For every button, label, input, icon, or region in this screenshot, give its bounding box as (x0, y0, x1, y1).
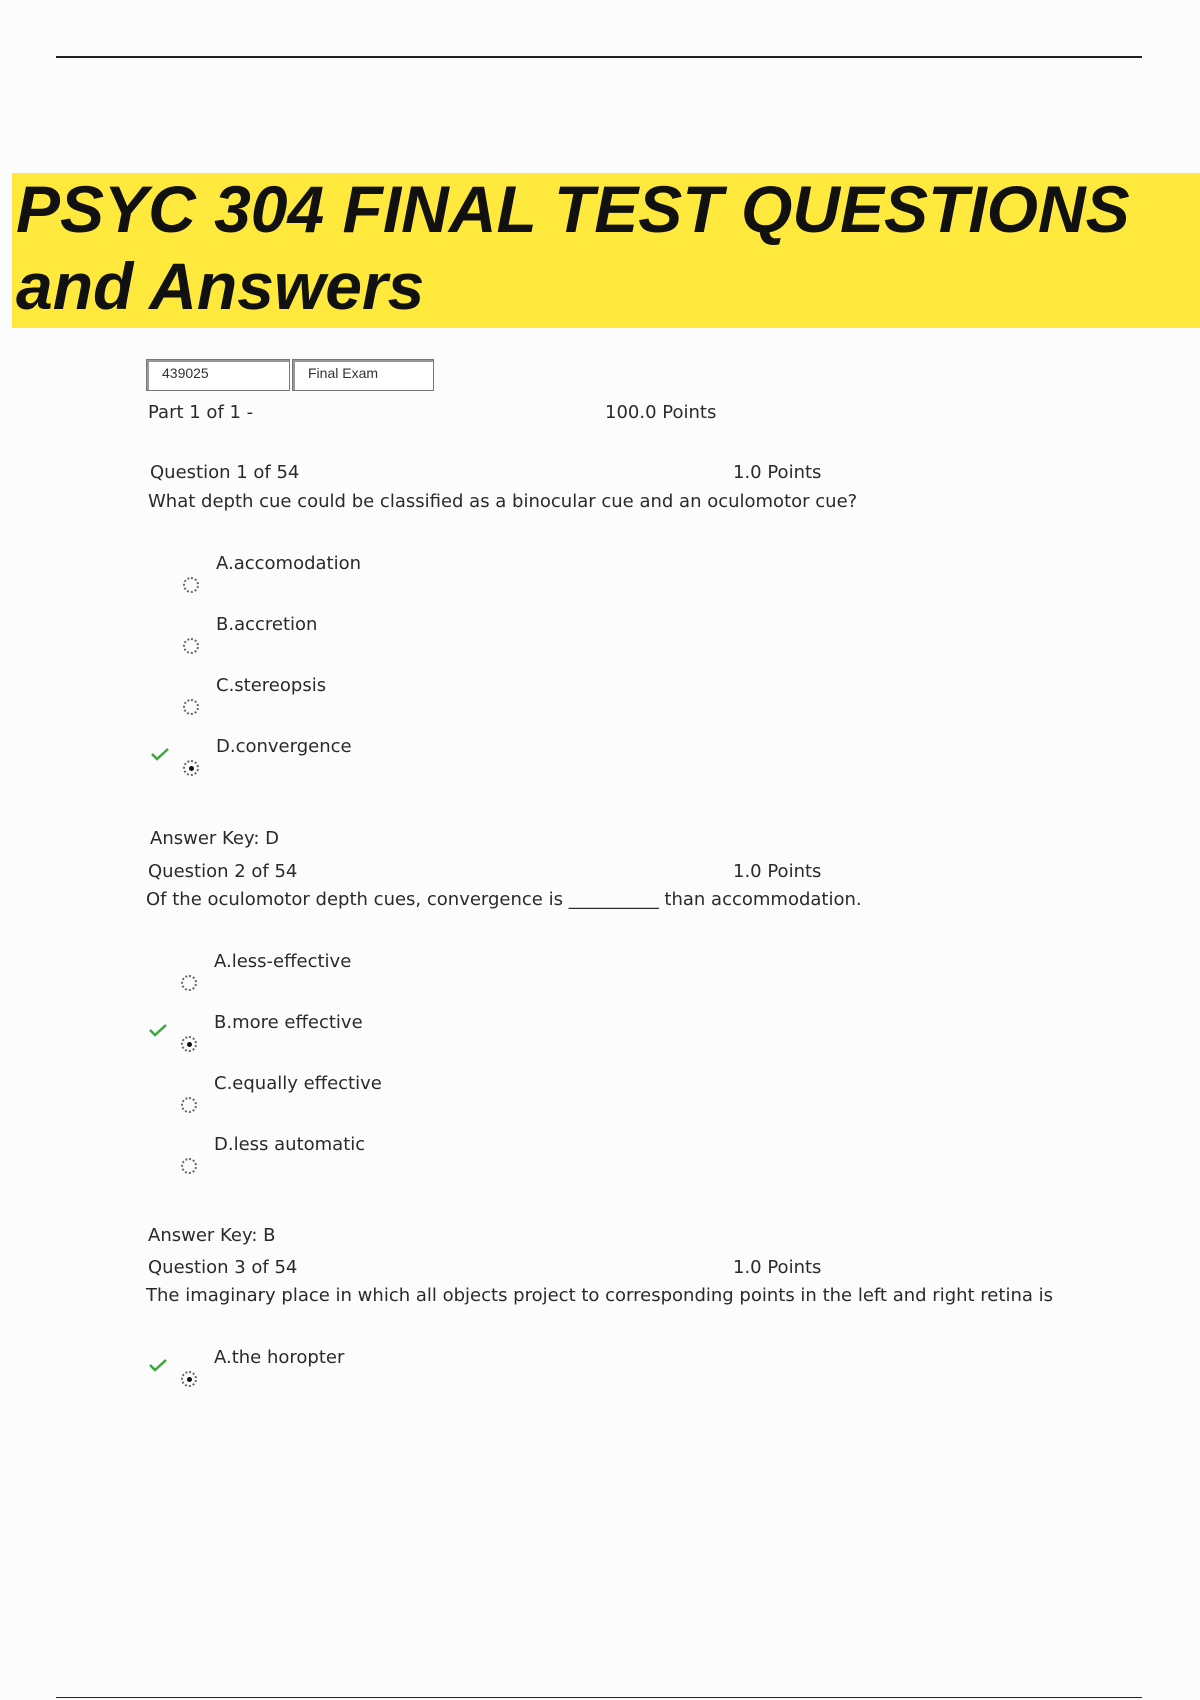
question-points: 1.0 Points (733, 1257, 822, 1278)
page-title-line-2: and Answers (16, 249, 425, 323)
checkmark-icon (150, 746, 170, 762)
question-text: The imaginary place in which all objects project to corresponding points in the left and right retina is (146, 1285, 1053, 1306)
option-label: A.the horopter (214, 1347, 345, 1368)
question-text: What depth cue could be classified as a binocular cue and an oculomotor cue? (148, 491, 858, 512)
exam-id-field: 439025 (146, 359, 290, 391)
part-points: 100.0 Points (605, 402, 717, 423)
option-label: B.accretion (216, 614, 318, 635)
radio-button[interactable] (181, 1158, 197, 1174)
part-label: Part 1 of 1 - (148, 402, 254, 423)
radio-button[interactable] (181, 975, 197, 991)
option-label: C.equally effective (214, 1073, 382, 1094)
radio-button[interactable] (181, 1097, 197, 1113)
top-rule (56, 56, 1142, 58)
radio-button-selected[interactable] (183, 760, 199, 776)
checkmark-icon (148, 1357, 168, 1373)
radio-button[interactable] (183, 699, 199, 715)
question-number: Question 2 of 54 (148, 861, 298, 882)
radio-button[interactable] (183, 638, 199, 654)
checkmark-icon (148, 1022, 168, 1038)
question-number: Question 1 of 54 (150, 462, 300, 483)
page-title-line-1: PSYC 304 FINAL TEST QUESTIONS (16, 172, 1130, 246)
title-banner (12, 173, 1200, 328)
radio-button-selected[interactable] (181, 1371, 197, 1387)
answer-key: Answer Key: B (148, 1225, 276, 1246)
question-points: 1.0 Points (733, 462, 822, 483)
option-label: C.stereopsis (216, 675, 327, 696)
option-label: D.less automatic (214, 1134, 366, 1155)
answer-key: Answer Key: D (150, 828, 279, 849)
radio-button-selected[interactable] (181, 1036, 197, 1052)
option-label: B.more effective (214, 1012, 363, 1033)
option-label: A.less-effective (214, 951, 352, 972)
question-number: Question 3 of 54 (148, 1257, 298, 1278)
question-text: Of the oculomotor depth cues, convergence is __________ than accommodation. (146, 889, 862, 910)
option-label: A.accomodation (216, 553, 362, 574)
question-points: 1.0 Points (733, 861, 822, 882)
bottom-rule (56, 1697, 1142, 1698)
exam-name-field: Final Exam (292, 359, 434, 391)
radio-button[interactable] (183, 577, 199, 593)
option-label: D.convergence (216, 736, 352, 757)
